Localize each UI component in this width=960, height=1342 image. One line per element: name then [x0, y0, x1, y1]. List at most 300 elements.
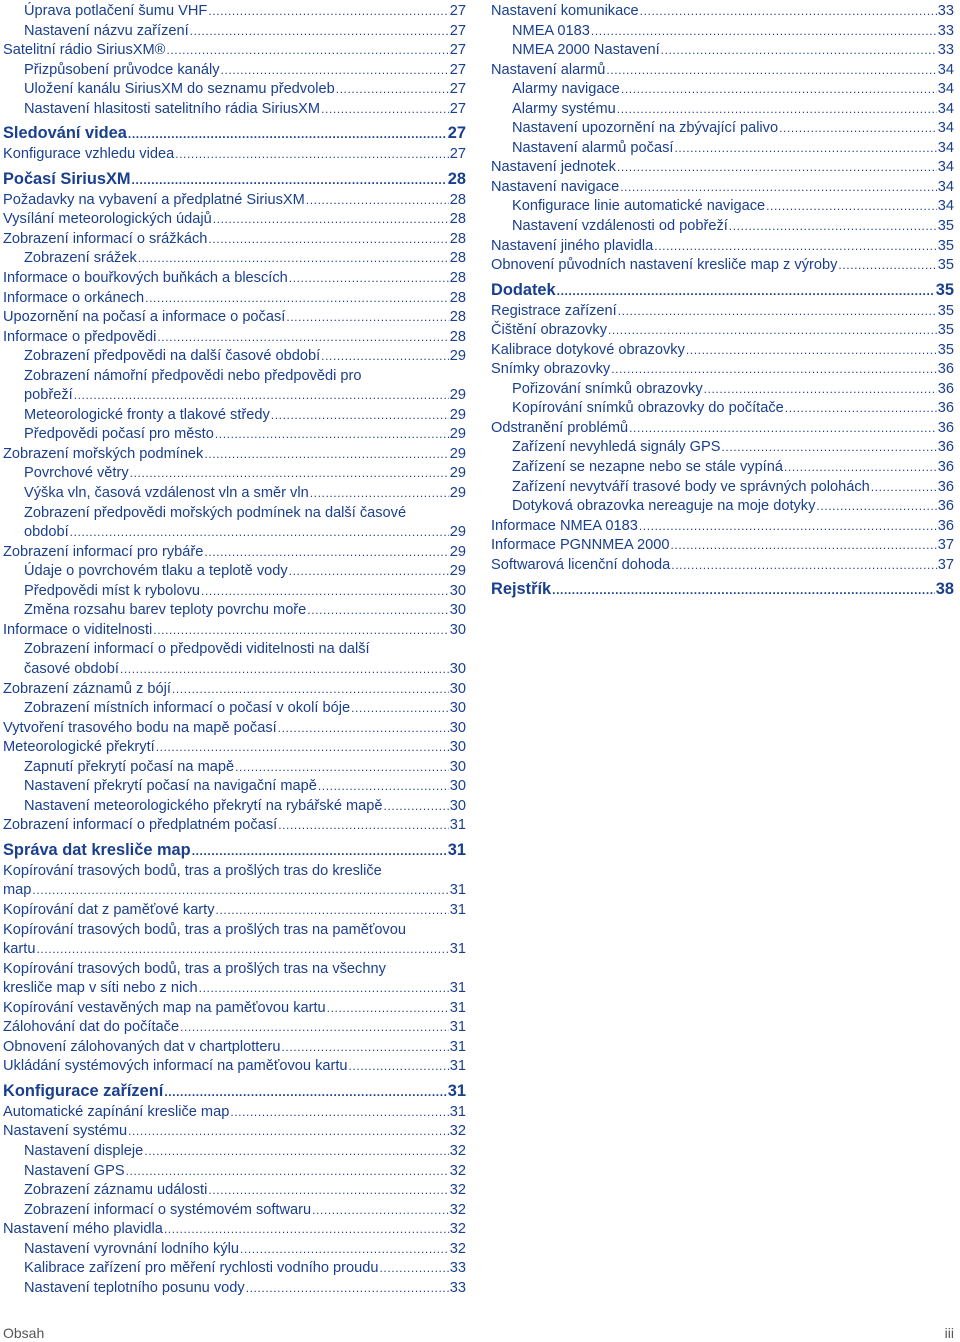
toc-page-number: 29: [449, 348, 466, 365]
toc-entry[interactable]: [512, 80, 954, 100]
footer-page-number: iii: [944, 1325, 954, 1341]
toc-page-number: 32: [449, 1240, 466, 1257]
toc-entry-title: Dodatek: [491, 280, 556, 299]
toc-page-number: 31: [449, 1038, 466, 1055]
toc-entry-title: Informace o orkánech: [3, 289, 145, 306]
toc-page-number: 32: [449, 1123, 466, 1140]
dot-leader: [164, 1220, 449, 1240]
toc-entry-line: [3, 999, 466, 1019]
dot-leader: [557, 280, 935, 302]
toc-entry-title: Zobrazení záznamu události: [24, 1182, 208, 1199]
dot-leader: [156, 738, 449, 758]
toc-page-number: 34: [937, 61, 954, 78]
dot-leader: [704, 380, 937, 400]
toc-entry-title: Ukládání systémových informací na paměťovou kartu: [3, 1058, 348, 1075]
toc-entry-line: [24, 484, 466, 504]
dot-leader: [175, 145, 449, 165]
toc-entry[interactable]: [512, 100, 954, 120]
toc-entry[interactable]: [24, 562, 466, 582]
dot-leader: [215, 425, 449, 445]
toc-page-number: 29: [449, 524, 466, 541]
toc-entry-title: Zobrazení záznamů z bójí: [3, 680, 171, 697]
toc-page-number: 37: [937, 556, 954, 573]
toc-entry-title: Informace o viditelnosti: [3, 621, 153, 638]
toc-page-number: 29: [449, 465, 466, 482]
toc-entry-line: [3, 41, 466, 61]
toc-entry-title: Zařízení se nezapne nebo se stále vypíná: [512, 459, 783, 476]
toc-entry-title-line: Zobrazení předpovědi mořských podmínek na další časové: [24, 504, 407, 521]
toc-entry[interactable]: [512, 497, 954, 517]
toc-entry[interactable]: [491, 158, 954, 178]
dot-leader: [639, 517, 937, 537]
toc-entry-line: [24, 61, 466, 81]
toc-entry-line: [3, 543, 466, 563]
toc-page-number: 30: [449, 758, 466, 775]
dot-leader: [128, 123, 447, 145]
toc-entry-title: Zálohování dat do počítače: [3, 1019, 180, 1036]
toc-entry-line: [491, 302, 954, 322]
toc-entry-line: [3, 719, 466, 739]
dot-leader: [327, 999, 449, 1019]
toc-page-number: 32: [449, 1142, 466, 1159]
dot-leader: [204, 543, 448, 563]
toc-page-number: 33: [937, 42, 954, 59]
toc-entry[interactable]: [24, 758, 466, 778]
toc-entry-line: [512, 197, 954, 217]
toc-entry-title: Kopírování vestavěných map na paměťovou kartu: [3, 999, 326, 1016]
toc-entry[interactable]: [3, 230, 466, 250]
dot-leader: [661, 41, 937, 61]
toc-entry[interactable]: [3, 210, 466, 230]
toc-entry[interactable]: [3, 1220, 466, 1240]
toc-entry-line: [491, 536, 954, 556]
toc-page-number: 29: [449, 406, 466, 423]
dot-leader: [349, 1057, 449, 1077]
toc-entry[interactable]: [512, 399, 954, 419]
toc-entry[interactable]: [24, 1181, 466, 1201]
toc-page-number: 28: [449, 191, 466, 208]
dot-leader: [172, 680, 449, 700]
dot-leader: [621, 80, 937, 100]
dot-leader: [126, 1162, 449, 1182]
toc-entry-title: Úprava potlačení šumu VHF: [24, 3, 208, 19]
toc-entry[interactable]: [24, 2, 466, 22]
toc-page-number: 34: [937, 198, 954, 215]
toc-entry[interactable]: [3, 1103, 466, 1123]
toc-page-number: 33: [449, 1260, 466, 1277]
toc-entry[interactable]: [3, 1038, 466, 1058]
toc-entry-line: [491, 178, 954, 198]
dot-leader: [216, 901, 449, 921]
toc-page-number: 30: [449, 719, 466, 736]
toc-entry-title: pobřeží: [24, 387, 73, 404]
toc-entry-line: [24, 464, 466, 484]
toc-entry[interactable]: [24, 22, 466, 42]
toc-entry[interactable]: [3, 269, 466, 289]
toc-page-number: 27: [449, 3, 466, 19]
dot-leader: [153, 621, 449, 641]
toc-section-heading[interactable]: [491, 578, 954, 601]
toc-entry-title-line: Zobrazení námořní předpovědi nebo předpovědi pro: [24, 367, 362, 384]
toc-entry[interactable]: [491, 256, 954, 276]
dot-leader: [144, 1142, 449, 1162]
toc-entry[interactable]: [24, 367, 466, 406]
toc-page-number: 28: [449, 270, 466, 287]
toc-entry[interactable]: [512, 478, 954, 498]
toc-entry[interactable]: [24, 1240, 466, 1260]
toc-entry[interactable]: [24, 640, 466, 679]
toc-entry-line: [24, 100, 466, 120]
toc-entry-title: Konfigurace zařízení: [3, 1081, 164, 1100]
dot-leader: [640, 2, 937, 22]
toc-section-heading[interactable]: [3, 839, 466, 862]
toc-page-number: 37: [937, 537, 954, 554]
toc-entry-line: [24, 2, 466, 22]
toc-entry[interactable]: [24, 504, 466, 543]
dot-leader: [180, 1018, 449, 1038]
toc-entry-line: [3, 901, 466, 921]
toc-entry-title: Zobrazení srážek: [24, 250, 137, 267]
toc-entry-title: Nastavení jednotek: [491, 159, 616, 176]
toc-entry-line: [3, 230, 466, 250]
dot-leader: [36, 940, 448, 960]
dot-leader: [312, 1201, 449, 1221]
toc-entry-line: [512, 80, 954, 100]
toc-entry[interactable]: [491, 237, 954, 257]
toc-page-number: 28: [449, 309, 466, 326]
toc-entry[interactable]: [24, 1142, 466, 1162]
toc-page-number: 31: [449, 901, 466, 918]
toc-section-heading[interactable]: [491, 279, 954, 302]
dot-leader: [351, 699, 449, 719]
toc-page-number: 31: [449, 817, 466, 834]
toc-entry[interactable]: [491, 321, 954, 341]
dot-leader: [278, 719, 449, 739]
toc-entry-line: [512, 438, 954, 458]
toc-entry-line: [512, 217, 954, 237]
toc-page-number: 31: [449, 980, 466, 997]
toc-entry[interactable]: [24, 80, 466, 100]
toc-page-number: 32: [449, 1182, 466, 1199]
toc-page-number: 30: [449, 700, 466, 717]
toc-entry-title: Nastavení GPS: [24, 1162, 125, 1179]
toc-entry-line: [3, 621, 466, 641]
toc-entry-line: [24, 425, 466, 445]
toc-entry-title: časové období: [24, 660, 119, 677]
toc-entry-title: Nastavení hlasitosti satelitního rádia SiriusXM: [24, 100, 321, 117]
toc-entry-title: Kalibrace zařízení pro měření rychlosti vodního proudu: [24, 1260, 379, 1277]
toc-entry-line: [512, 139, 954, 159]
toc-page-number: 35: [937, 302, 954, 319]
toc-section-heading[interactable]: [3, 1080, 466, 1103]
dot-leader: [591, 22, 937, 42]
toc-entry-line: [24, 582, 466, 602]
toc-entry[interactable]: [24, 100, 466, 120]
dot-leader: [552, 579, 935, 601]
dot-leader: [230, 1103, 448, 1123]
toc-entry-title: Obnovení původních nastavení kresliče map z výroby: [491, 257, 838, 274]
toc-page-number: 36: [937, 380, 954, 397]
toc-entry[interactable]: [3, 901, 466, 921]
toc-entry-title: Sledování videa: [3, 124, 127, 143]
toc-entry[interactable]: [24, 1259, 466, 1279]
toc-entry-title: Kopírování dat z paměťové karty: [3, 901, 215, 918]
toc-entry[interactable]: [24, 1201, 466, 1221]
dot-leader: [240, 1240, 449, 1260]
dot-leader: [654, 237, 937, 257]
toc-entry[interactable]: [512, 197, 954, 217]
toc-entry[interactable]: [3, 719, 466, 739]
toc-entry[interactable]: [3, 543, 466, 563]
toc-entry-line: [24, 406, 466, 426]
toc-entry-line: [3, 881, 466, 901]
toc-column-left: [3, 2, 466, 1298]
toc-section-heading[interactable]: [3, 122, 466, 145]
toc-page-number: 32: [449, 1201, 466, 1218]
toc-entry[interactable]: [3, 1018, 466, 1038]
toc-entry-title: Počasí SiriusXM: [3, 169, 131, 188]
toc-entry-title: Konfigurace vzhledu videa: [3, 146, 175, 163]
toc-entry-line: [24, 347, 466, 367]
toc-entry[interactable]: [512, 217, 954, 237]
dot-leader: [779, 119, 937, 139]
toc-entry[interactable]: [3, 921, 466, 960]
toc-entry[interactable]: [24, 406, 466, 426]
dot-leader: [120, 660, 449, 680]
toc-entry-line: [3, 269, 466, 289]
toc-entry-line: [491, 578, 954, 601]
toc-entry[interactable]: [24, 601, 466, 621]
dot-leader: [785, 399, 937, 419]
toc-entry[interactable]: [24, 464, 466, 484]
toc-entry[interactable]: [3, 999, 466, 1019]
toc-entry-line: [24, 1240, 466, 1260]
toc-entry[interactable]: [491, 360, 954, 380]
toc-entry-title: Rejstřík: [491, 580, 552, 599]
toc-entry-title: Zobrazení informací o předplatném počasí: [3, 817, 278, 834]
toc-page-number: 36: [937, 498, 954, 515]
toc-entry[interactable]: [3, 1122, 466, 1142]
toc-entry-title: map: [3, 882, 32, 899]
toc-entry[interactable]: [3, 328, 466, 348]
toc-entry-title: Odstranění problémů: [491, 419, 629, 436]
toc-entry-title-line: Zobrazení informací o předpovědi viditelnosti na další: [24, 641, 370, 658]
toc-page-number: 34: [937, 120, 954, 137]
dot-leader: [70, 523, 449, 543]
toc-entry-title: Alarmy systému: [512, 100, 616, 117]
toc-entry-line: [512, 41, 954, 61]
toc-entry[interactable]: [24, 582, 466, 602]
toc-page-number: 33: [937, 3, 954, 19]
toc-page-number: 28: [449, 230, 466, 247]
toc-entry-title: Nastavení alarmů: [491, 61, 606, 78]
toc-entry[interactable]: [24, 425, 466, 445]
toc-entry-line: [512, 399, 954, 419]
toc-page-number: 34: [937, 159, 954, 176]
toc-entry[interactable]: [24, 61, 466, 81]
toc-entry[interactable]: [512, 380, 954, 400]
dot-leader: [674, 139, 936, 159]
toc-page-number: 34: [937, 81, 954, 98]
dot-leader: [306, 191, 449, 211]
toc-entry[interactable]: [491, 178, 954, 198]
toc-entry[interactable]: [491, 61, 954, 81]
toc-entry[interactable]: [3, 289, 466, 309]
toc-entry-line: [24, 249, 466, 269]
dot-leader: [208, 2, 448, 22]
toc-entry[interactable]: [3, 621, 466, 641]
toc-entry-line: [3, 1057, 466, 1077]
toc-section-heading[interactable]: [3, 168, 466, 191]
toc-entry[interactable]: [3, 308, 466, 328]
toc-page-number: 36: [937, 400, 954, 417]
toc-entry-title: Nastavení upozornění na zbývající palivo: [512, 120, 779, 137]
toc-entry[interactable]: [24, 484, 466, 504]
dot-leader: [128, 1122, 449, 1142]
toc-entry[interactable]: [24, 1162, 466, 1182]
toc-entry-title: Informace NMEA 0183: [491, 517, 638, 534]
toc-entry[interactable]: [512, 119, 954, 139]
toc-entry[interactable]: [512, 458, 954, 478]
dot-leader: [686, 341, 937, 361]
toc-entry-title: Vytvoření trasového bodu na mapě počasí: [3, 719, 277, 736]
toc-entry[interactable]: [24, 777, 466, 797]
dot-leader: [617, 158, 937, 178]
toc-entry-title: Informace PGNNMEA 2000: [491, 537, 670, 554]
toc-entry[interactable]: [512, 139, 954, 159]
toc-entry[interactable]: [512, 438, 954, 458]
dot-leader: [132, 169, 447, 191]
toc-entry[interactable]: [491, 2, 954, 22]
toc-entry[interactable]: [491, 419, 954, 439]
dot-leader: [32, 881, 448, 901]
dot-leader: [235, 758, 449, 778]
toc-entry[interactable]: [3, 738, 466, 758]
toc-entry-line: [24, 1201, 466, 1221]
toc-page-number: 35: [937, 237, 954, 254]
toc-entry[interactable]: [491, 302, 954, 322]
toc-entry-line: [24, 1181, 466, 1201]
toc-entry[interactable]: [3, 960, 466, 999]
dot-leader: [617, 100, 937, 120]
toc-entry-title: Nastavení komunikace: [491, 3, 639, 19]
toc-entry-title: Zobrazení informací o systémovém softwaru: [24, 1201, 312, 1218]
toc-entry-title: Zapnutí překrytí počasí na mapě: [24, 758, 235, 775]
dot-leader: [201, 582, 449, 602]
toc-entry-line: [24, 699, 466, 719]
dot-leader: [74, 386, 449, 406]
dot-leader: [670, 536, 936, 556]
toc-entry-title: Nastavení meteorologického překrytí na rybářské mapě: [24, 797, 383, 814]
dot-leader: [289, 562, 449, 582]
toc-entry[interactable]: [24, 249, 466, 269]
toc-page-number: 30: [449, 797, 466, 814]
dot-leader: [321, 347, 449, 367]
toc-entry-title: Zařízení nevytváří trasové body ve správných polohách: [512, 478, 870, 495]
toc-entry-title: Nastavení navigace: [491, 178, 620, 195]
toc-entry[interactable]: [3, 445, 466, 465]
toc-entry[interactable]: [512, 22, 954, 42]
toc-entry-title: Povrchové větry: [24, 465, 129, 482]
dot-leader: [784, 458, 937, 478]
toc-entry-line: [491, 61, 954, 81]
toc-entry[interactable]: [491, 517, 954, 537]
toc-entry[interactable]: [3, 862, 466, 901]
toc-entry[interactable]: [3, 816, 466, 836]
toc-entry-title: Pořizování snímků obrazovky: [512, 380, 703, 397]
dot-leader: [130, 464, 449, 484]
toc-entry[interactable]: [3, 191, 466, 211]
toc-entry-line: [3, 168, 466, 191]
toc-page-number: 29: [449, 426, 466, 443]
toc-entry-title: Výška vln, časová vzdálenost vln a směr vln: [24, 485, 309, 502]
toc-entry-title: Nastavení názvu zařízení: [24, 22, 189, 39]
toc-entry-line: [3, 940, 466, 960]
toc-entry-line: [3, 1103, 466, 1123]
toc-entry-title: Obnovení zálohovaných dat v chartplotteru: [3, 1038, 281, 1055]
toc-entry[interactable]: [3, 41, 466, 61]
toc-entry-line: [491, 237, 954, 257]
toc-entry[interactable]: [24, 347, 466, 367]
toc-entry-title: Údaje o povrchovém tlaku a teplotě vody: [24, 563, 288, 580]
toc-entry-title: Kopírování snímků obrazovky do počítače: [512, 400, 784, 417]
toc-page-number: 27: [449, 42, 466, 59]
toc-page-number: 36: [937, 361, 954, 378]
toc-entry-line: [512, 380, 954, 400]
toc-entry-title: Změna rozsahu barev teploty povrchu moře: [24, 602, 307, 619]
toc-entry[interactable]: [491, 536, 954, 556]
toc-entry-line: [3, 210, 466, 230]
toc-page-number: 30: [449, 739, 466, 756]
toc-entry-line: [24, 797, 466, 817]
dot-leader: [164, 1081, 446, 1103]
toc-entry-title: Zobrazení informací o srážkách: [3, 230, 208, 247]
toc-entry[interactable]: [512, 41, 954, 61]
toc-entry[interactable]: [3, 1057, 466, 1077]
toc-entry[interactable]: [24, 797, 466, 817]
toc-page-number: 36: [937, 419, 954, 436]
toc-entry-line: [3, 979, 466, 999]
toc-entry-title: kartu: [3, 941, 36, 958]
toc-page-number: 30: [449, 602, 466, 619]
toc-entry-title: Automatické zapínání kresliče map: [3, 1103, 230, 1120]
toc-entry-title: Dotyková obrazovka nereaguje na moje dotyky: [512, 498, 816, 515]
toc-entry[interactable]: [3, 145, 466, 165]
toc-entry-line: [491, 517, 954, 537]
toc-entry[interactable]: [24, 1279, 466, 1299]
toc-page-number: 31: [449, 999, 466, 1016]
toc-entry-line: [512, 458, 954, 478]
toc-entry-line: [24, 1259, 466, 1279]
dot-leader: [192, 840, 447, 862]
toc-entry[interactable]: [3, 680, 466, 700]
toc-entry-title: Nastavení mého plavidla: [3, 1221, 163, 1238]
toc-page-number: 27: [447, 124, 466, 143]
dot-leader: [138, 249, 449, 269]
toc-entry-line: [3, 308, 466, 328]
toc-page-number: 34: [937, 178, 954, 195]
dot-leader: [208, 230, 448, 250]
toc-entry-title: Konfigurace linie automatické navigace: [512, 198, 766, 215]
toc-entry-title: Uložení kanálu SiriusXM do seznamu předvoleb: [24, 81, 335, 98]
toc-entry[interactable]: [24, 699, 466, 719]
dot-leader: [157, 328, 448, 348]
toc-page-number: 30: [449, 680, 466, 697]
toc-entry[interactable]: [491, 341, 954, 361]
dot-leader: [204, 445, 448, 465]
toc-entry[interactable]: [491, 556, 954, 576]
toc-page-number: 29: [449, 543, 466, 560]
